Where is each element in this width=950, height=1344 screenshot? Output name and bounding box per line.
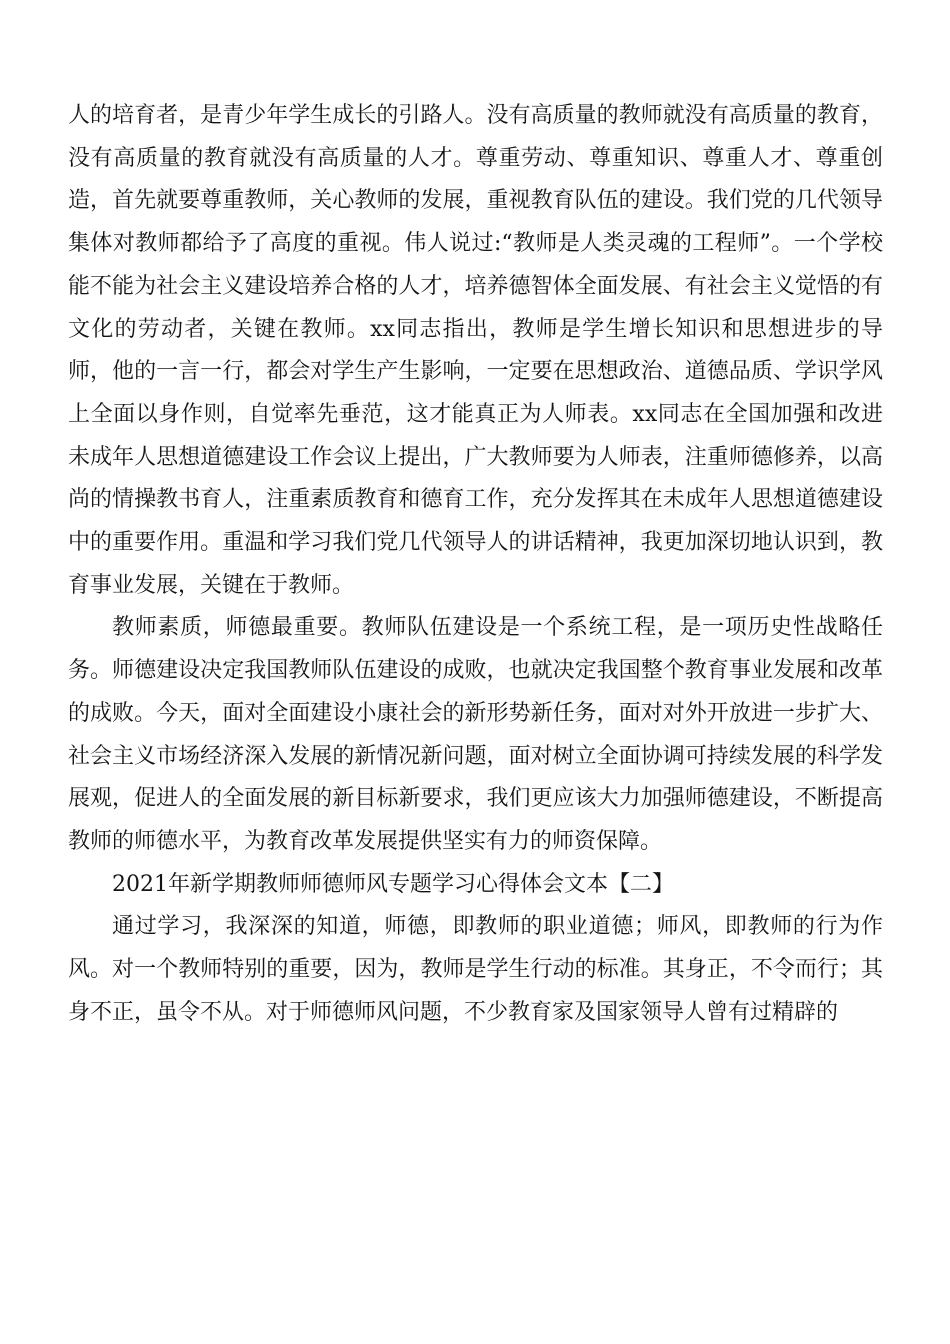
section-heading: 2021年新学期教师师德师风专题学习心得体会文本【二】 bbox=[112, 871, 674, 897]
document-body bbox=[68, 95, 883, 1034]
paragraph-1: 人的培育者，是青少年学生成长的引路人。没有高质量的教师就没有高质量的教育，没有高质量的教育就没有高质量的人才。尊重劳动、尊重知识、尊重人才、尊重创造，首先就要尊重教师，关心教师的发展，重视教育队伍的建设。我们党的几代领导集体对教师都给予了高度的重视。伟人说过:“教师是人类灵魂的工程师”。一个学校能不能为社会主义建设培养合格的人才，培养德智体全面发展、有社会主义觉悟的有文化的劳动者，关键在教师。xx同志指出，教师是学生增长知识和思想进步的导师，他的一言一行，都会对学生产生影响，一定要在思想政治、道德品质、学识学风上全面以身作则，自觉率先垂范，这才能真正为人师表。xx同志在全国加强和改进未成年人思想道德建设工作会议上提出，广大教师要为人师表，注重师德修养，以高尚的情操教书育人，注重素质教育和德育工作，充分发挥其在未成年人思想道德建设中的重要作用。重温和学习我们党几代领导人的讲话精神，我更加深切地认识到，教育事业发展，关键在于教师。 bbox=[68, 103, 883, 598]
paragraph-2: 教师素质，师德最重要。教师队伍建设是一个系统工程，是一项历史性战略任务。师德建设决定我国教师队伍建设的成败，也就决定我国整个教育事业发展和改革的成败。今天，面对全面建设小康社会的新形势新任务，面对对外开放进一步扩大、社会主义市场经济深入发展的新情况新问题，面对树立全面协调可持续发展的科学发展观，促进人的全面发展的新目标新要求，我们更应该大力加强师德建设，不断提高教师的师德水平，为教育改革发展提供坚实有力的师资保障。 bbox=[68, 615, 883, 854]
paragraph-3: 通过学习，我深深的知道，师德，即教师的职业道德；师风，即教师的行为作风。对一个教师特别的重要，因为，教师是学生行动的标准。其身正，不令而行；其身不正，虽令不从。对于师德师风问题，不少教育家及国家领导人曾有过精辟的 bbox=[68, 914, 883, 1025]
